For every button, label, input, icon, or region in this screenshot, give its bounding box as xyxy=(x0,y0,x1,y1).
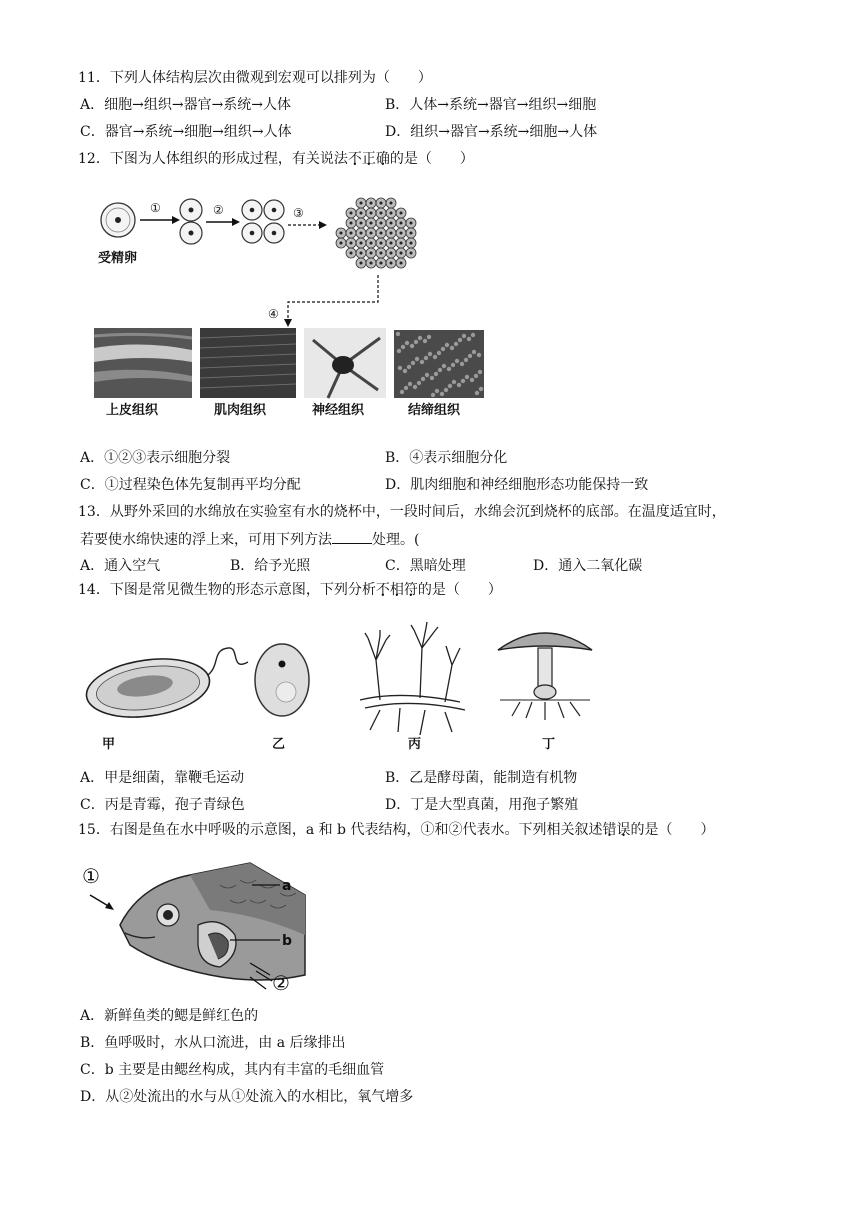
four-cell-stage xyxy=(242,200,284,243)
q12-stem: 12．下图为人体组织的形成过程，有关说法不正确的是（ ） xyxy=(78,151,474,167)
water-out-label: ② xyxy=(272,971,290,995)
mushroom-drawing xyxy=(498,633,592,720)
yeast-drawing xyxy=(255,644,309,716)
zygote-cell xyxy=(101,203,135,237)
jia-label: 甲 xyxy=(102,737,116,752)
two-cell-stage xyxy=(180,199,202,244)
q11-option-a: A．细胞→组织→器官→系统→人体 xyxy=(80,97,292,113)
q13-option-c: C．黑暗处理 xyxy=(385,558,466,574)
q14-option-b: B．乙是酵母菌，能制造有机物 xyxy=(385,770,578,786)
q13-stem-line2: 若要使水绵快速的浮上来，可用下列方法 处理。( xyxy=(80,529,419,550)
q11-option-b: B．人体→系统→器官→组织→细胞 xyxy=(385,97,597,113)
q13-stem-line1: 13．从野外采回的水绵放在实验室有水的烧杯中，一段时间后，水绵会沉到烧杯的底部。在温度适宜时， xyxy=(78,504,726,520)
epithelial-label: 上皮组织 xyxy=(106,403,159,418)
penicillium-drawing xyxy=(360,622,465,735)
q12-option-b: B．④表示细胞分化 xyxy=(385,450,508,466)
q14-option-a: A．甲是细菌，靠鞭毛运动 xyxy=(80,770,245,786)
label-a: a xyxy=(282,878,292,894)
epithelial-tissue-image xyxy=(94,328,192,398)
bing-label: 丙 xyxy=(408,737,422,752)
water-in-label: ① xyxy=(82,864,100,888)
zygote-label: 受精卵 xyxy=(98,251,138,266)
q12-option-a: A．①②③表示细胞分裂 xyxy=(80,450,231,466)
step-2-label: ② xyxy=(213,203,224,217)
yi-label: 乙 xyxy=(272,737,286,752)
ding-label: 丁 xyxy=(542,737,556,752)
step-4-label: ④ xyxy=(268,307,279,321)
q13-option-b: B．给予光照 xyxy=(230,558,311,574)
connective-tissue-image xyxy=(394,330,484,398)
nerve-tissue-image xyxy=(304,328,386,398)
q14-option-c: C．丙是青霉，孢子青绿色 xyxy=(80,797,245,813)
q13-option-a: A．通入空气 xyxy=(80,558,161,574)
tissue-formation-figure xyxy=(88,190,488,425)
fish-respiration-figure xyxy=(80,855,320,1000)
q15-option-c: C．b 主要是由鳃丝构成，其内有丰富的毛细血管 xyxy=(80,1062,385,1078)
q15-stem: 15．右图是鱼在水中呼吸的示意图，a 和 b 代表结构，①和②代表水。下列相关叙述错误的是（ ） xyxy=(78,822,715,838)
q14-stem: 14．下图是常见微生物的形态示意图，下列分析不相符的是（ ） xyxy=(78,582,502,598)
muscle-tissue-image xyxy=(200,328,296,398)
bacterium-drawing xyxy=(83,648,248,724)
muscle-label: 肌肉组织 xyxy=(214,403,267,418)
cell-mass xyxy=(336,198,416,268)
q12-option-c: C．①过程染色体先复制再平均分配 xyxy=(80,477,301,493)
q13-blank xyxy=(332,529,372,544)
q15-option-b: B．鱼呼吸时，水从口流进，由 a 后缘排出 xyxy=(80,1035,346,1051)
q14-option-d: D．丁是大型真菌，用孢子繁殖 xyxy=(385,797,579,813)
step-3-label: ③ xyxy=(293,206,304,220)
q15-option-d: D．从②处流出的水与从①处流入的水相比，氧气增多 xyxy=(80,1089,414,1105)
step-1-label: ① xyxy=(150,201,161,215)
label-b: b xyxy=(282,933,293,949)
q13-option-d: D．通入二氧化碳 xyxy=(533,558,643,574)
q15-option-a: A．新鲜鱼类的鳃是鲜红色的 xyxy=(80,1008,259,1024)
q11-option-d: D．组织→器官→系统→细胞→人体 xyxy=(385,124,598,140)
connective-label: 结缔组织 xyxy=(408,403,461,418)
q12-option-d: D．肌肉细胞和神经细胞形态功能保持一致 xyxy=(385,477,649,493)
fish-head-drawing xyxy=(120,863,305,980)
microorganism-figure xyxy=(80,620,620,760)
q11-stem: 11．下列人体结构层次由微观到宏观可以排列为（ ） xyxy=(78,70,432,86)
nerve-label: 神经组织 xyxy=(312,403,365,418)
q11-option-c: C．器官→系统→细胞→组织→人体 xyxy=(80,124,292,140)
